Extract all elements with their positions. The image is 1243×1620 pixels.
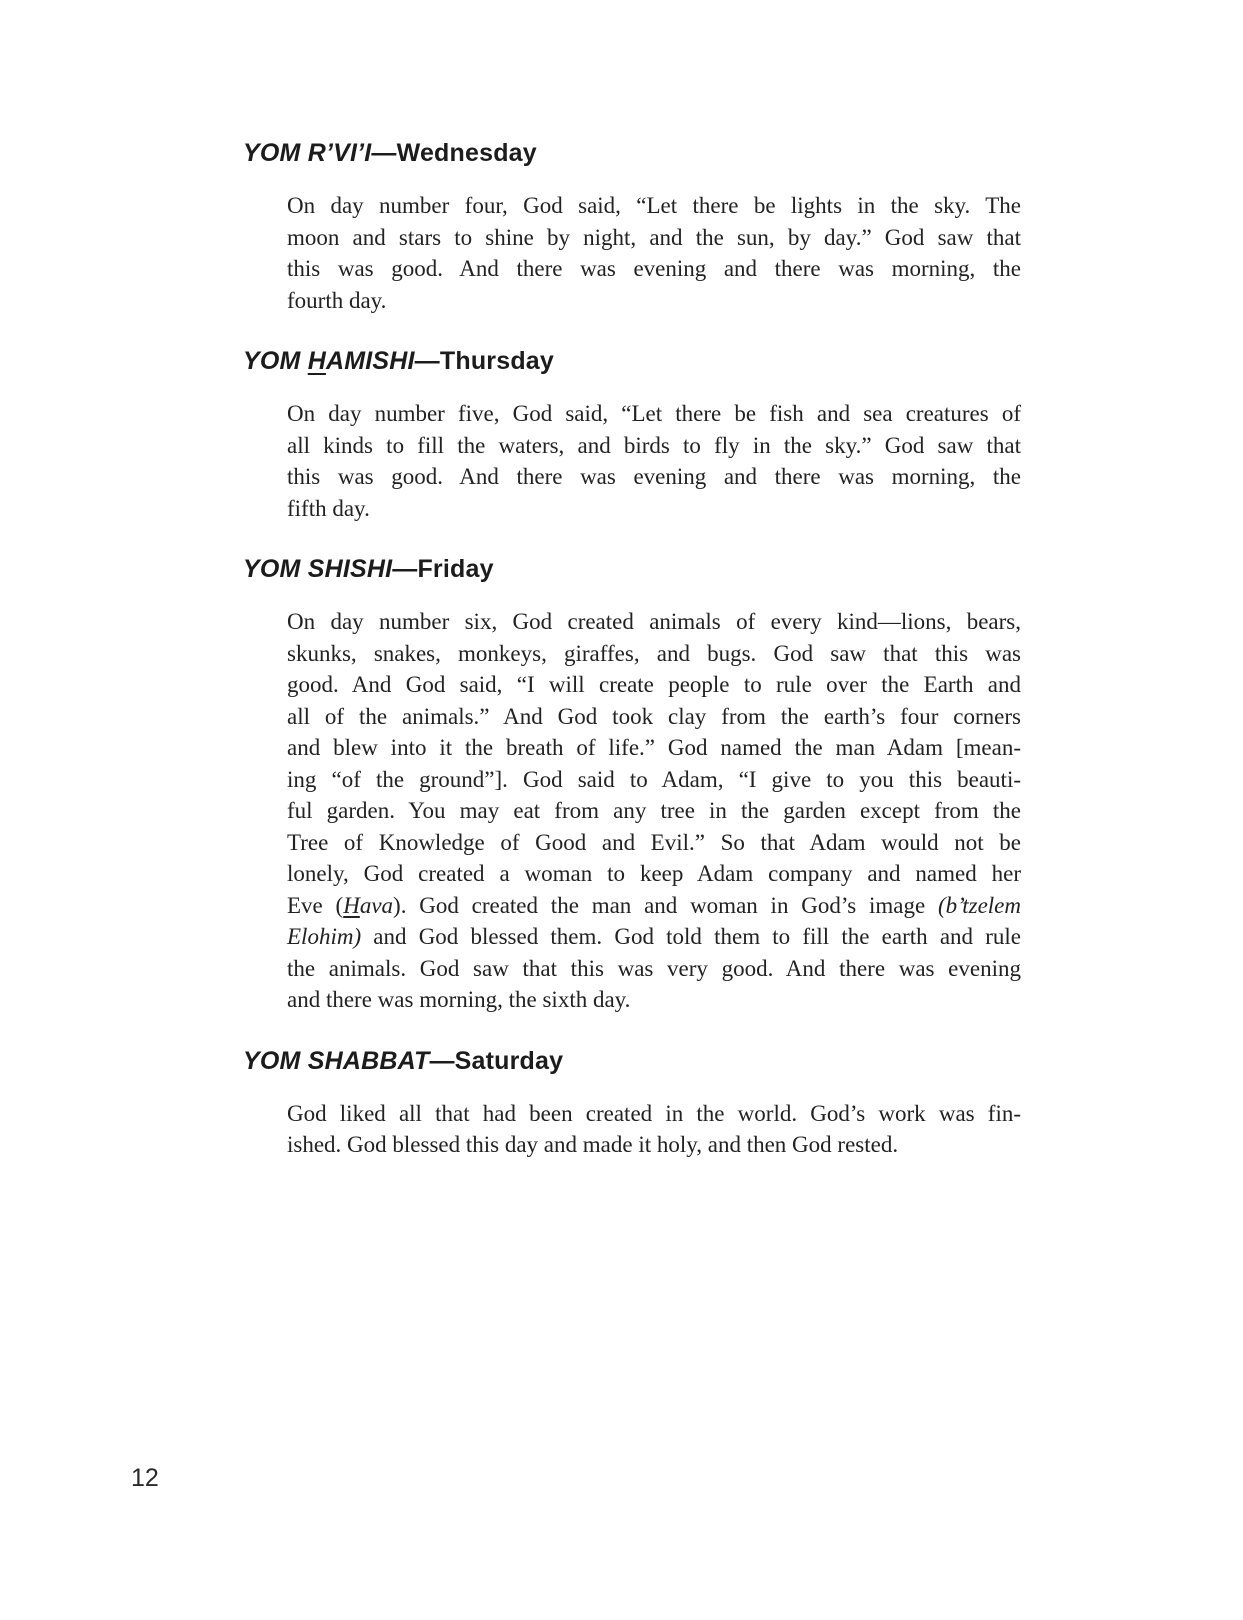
text-line: this was good. And there was evening and there was morning, the <box>287 464 1021 489</box>
heading-english-day: —Friday <box>392 555 494 583</box>
text-line: lonely, God created a woman to keep Adam company and named her <box>287 861 1021 886</box>
text-line: Elohim) and God blessed them. God told them to fill the earth and rule <box>287 924 1021 949</box>
section-heading <box>243 554 1023 584</box>
text-line: ful garden. You may eat from any tree in the garden except from the <box>287 798 1021 823</box>
heading-hebrew-name: YOM SHISHI <box>243 555 393 583</box>
text-line: and there was morning, the sixth day. <box>287 987 631 1012</box>
text-line: skunks, snakes, monkeys, giraffes, and bugs. God saw that this was <box>287 640 1021 666</box>
italic-text: Elohim) <box>287 924 362 949</box>
page-content <box>243 138 1023 1161</box>
section-heading <box>243 1046 1023 1076</box>
text-line: all of the animals.” And God took clay from the earth’s four corners <box>287 703 1021 729</box>
text-line: On day number four, God said, “Let there be lights in the sky. The <box>287 193 1021 218</box>
text-line: On day number six, God created animals of every kind—lions, bears, <box>287 609 1021 634</box>
heading-hebrew-name: YOM SHABBAT <box>243 1046 430 1075</box>
text-line: Tree of Knowledge of Good and Evil.” So that Adam would not be <box>287 829 1021 855</box>
text-line: and blew into it the breath of life.” God named the man Adam [mean- <box>287 735 1021 760</box>
italic-text: ava <box>359 892 394 918</box>
page-number: 12 <box>131 1464 159 1492</box>
section-heading <box>243 138 1023 168</box>
text-line: fourth day. <box>287 287 387 313</box>
heading-english-day: —Wednesday <box>371 139 537 167</box>
text-line: ished. God blessed this day and made it holy, and then God rested. <box>287 1132 899 1157</box>
text-line: fifth day. <box>287 495 370 521</box>
text-line: On day number five, God said, “Let there be fish and sea creatures of <box>287 401 1021 426</box>
heading-english-day: —Saturday <box>429 1046 564 1075</box>
sections <box>243 138 1023 1161</box>
text-line: Eve (Hava). God created the man and woman in God’s image (b’tzelem <box>287 892 1021 918</box>
italic-underlined-text: H <box>343 892 360 918</box>
paragraph <box>287 190 1021 316</box>
paragraph <box>287 606 1021 1016</box>
text-line: this was good. And there was evening and there was morning, the <box>287 256 1021 281</box>
section-heading <box>243 346 1023 376</box>
text-line: all kinds to fill the waters, and birds to fly in the sky.” God saw that <box>287 432 1021 458</box>
paragraph <box>287 1098 1021 1161</box>
text-line: God liked all that had been created in the world. God’s work was fin- <box>287 1100 1021 1126</box>
paragraph <box>287 398 1021 524</box>
heading-hebrew-name: YOM <box>243 347 308 375</box>
heading-english-day: —Thursday <box>414 347 554 375</box>
heading-hebrew-name: AMISHI <box>325 347 415 375</box>
heading-hebrew-name: YOM R’VI’I <box>243 139 372 167</box>
heading-hebrew-underlined-letter: H <box>307 347 326 375</box>
text-line: good. And God said, “I will create people to rule over the Earth and <box>287 672 1021 697</box>
text-line: ing “of the ground”]. God said to Adam, “I give to you this beauti- <box>287 766 1021 792</box>
italic-text: (b’tzelem <box>937 892 1021 918</box>
text-line: moon and stars to shine by night, and the sun, by day.” God saw that <box>287 224 1021 250</box>
text-line: the animals. God saw that this was very good. And there was evening <box>287 955 1021 981</box>
